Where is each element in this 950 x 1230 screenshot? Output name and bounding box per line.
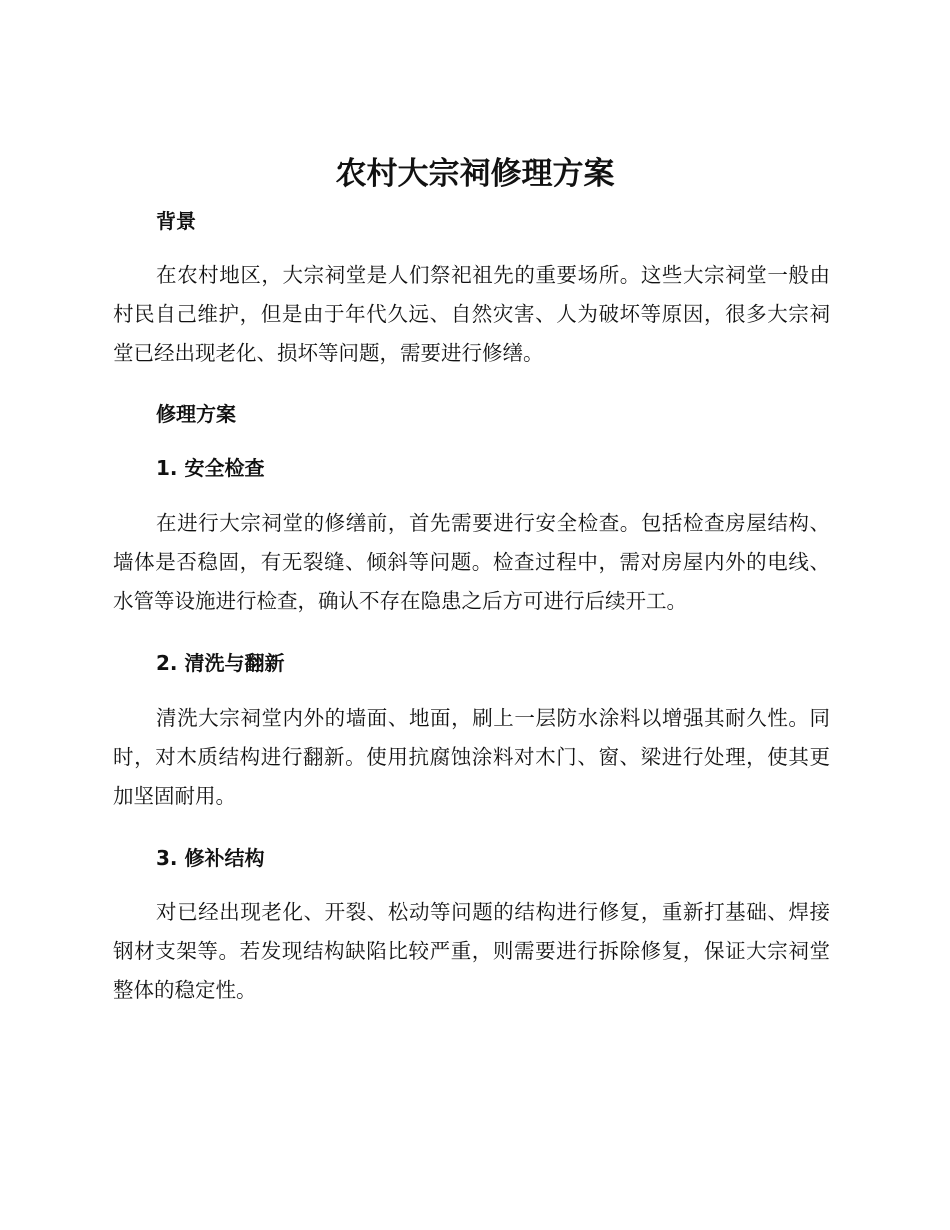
section-heading-safety-check: 1. 安全检查 (156, 456, 265, 480)
section-heading-structure-repair: 3. 修补结构 (156, 846, 265, 870)
paragraph-structure-repair: 对已经出现老化、开裂、松动等问题的结构进行修复，重新打基础、焊接钢材支架等。若发现结构缺陷比较严重，则需要进行拆除修复，保证大宗祠堂整体的稳定性。 (113, 900, 830, 1002)
document-title: 农村大宗祠修理方案 (335, 156, 615, 192)
section-heading-background: 背景 (156, 209, 196, 233)
section-heading-cleaning-renovation: 2. 清洗与翻新 (156, 651, 285, 675)
paragraph-cleaning-renovation: 清洗大宗祠堂内外的墙面、地面，刷上一层防水涂料以增强其耐久性。同时，对木质结构进行翻新。使用抗腐蚀涂料对木门、窗、梁进行处理，使其更加坚固耐用。 (113, 706, 830, 808)
paragraph-safety-check: 在进行大宗祠堂的修缮前，首先需要进行安全检查。包括检查房屋结构、墙体是否稳固，有无裂缝、倾斜等问题。检查过程中，需对房屋内外的电线、水管等设施进行检查，确认不存在隐患之后方可进行后续开工。 (113, 511, 830, 613)
section-heading-repair-plan: 修理方案 (156, 402, 236, 426)
paragraph-background: 在农村地区，大宗祠堂是人们祭祀祖先的重要场所。这些大宗祠堂一般由村民自己维护，但是由于年代久远、自然灾害、人为破坏等原因，很多大宗祠堂已经出现老化、损坏等问题，需要进行修缮。 (113, 263, 830, 365)
